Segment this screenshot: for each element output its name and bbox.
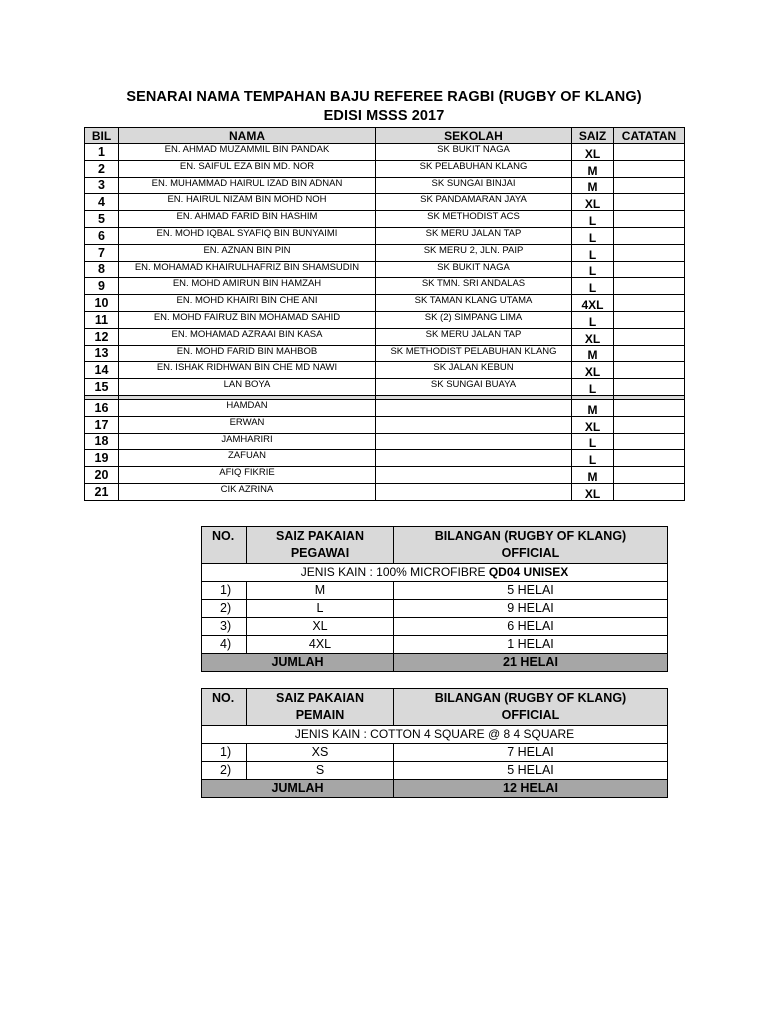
cell-saiz: S — [247, 762, 394, 780]
cell-bil: 6 — [85, 227, 119, 244]
summary-row — [202, 636, 668, 654]
cell-catatan — [614, 261, 685, 278]
cell-sekolah — [376, 433, 572, 450]
cell-catatan — [614, 227, 685, 244]
cell-saiz: L — [572, 261, 614, 278]
cell-nama: EN. MOHD FARID BIN MAHBOB — [119, 345, 376, 362]
table-row — [85, 211, 685, 228]
total-row — [202, 654, 668, 672]
table-row — [85, 399, 685, 416]
cell-sekolah: SK BUKIT NAGA — [376, 144, 572, 161]
cell-sekolah: SK METHODIST PELABUHAN KLANG — [376, 345, 572, 362]
cell-nama: EN. MOHAMAD AZRAAI BIN KASA — [119, 328, 376, 345]
summary-row — [202, 600, 668, 618]
cell-bil: 19 — [85, 450, 119, 467]
header-bil: BIL — [85, 128, 119, 144]
cell-sekolah: SK SUNGAI BINJAI — [376, 177, 572, 194]
cell-saiz: M — [572, 345, 614, 362]
cell-catatan — [614, 416, 685, 433]
cell-nama: AFIQ FIKRIE — [119, 467, 376, 484]
cell-sekolah — [376, 450, 572, 467]
header-bilangan-line1: BILANGAN (RUGBY OF KLANG) — [434, 691, 627, 705]
cell-saiz: M — [572, 399, 614, 416]
cell-nama: EN. MOHD FAIRUZ BIN MOHAMAD SAHID — [119, 311, 376, 328]
cell-catatan — [614, 211, 685, 228]
cell-sekolah: SK TMN. SRI ANDALAS — [376, 278, 572, 295]
cell-no: 1) — [202, 744, 247, 762]
cell-saiz: L — [247, 600, 394, 618]
cell-catatan — [614, 450, 685, 467]
header-no: NO. — [202, 689, 247, 726]
cell-sekolah — [376, 416, 572, 433]
cell-catatan — [614, 345, 685, 362]
header-bilangan-line2: OFFICIAL — [501, 546, 560, 560]
fabric-type-row — [202, 564, 668, 582]
cell-bil: 12 — [85, 328, 119, 345]
cell-nama: ERWAN — [119, 416, 376, 433]
cell-saiz: XL — [572, 328, 614, 345]
cell-nama: EN. HAIRUL NIZAM BIN MOHD NOH — [119, 194, 376, 211]
referee-list-table — [84, 127, 685, 501]
cell-bil: 7 — [85, 244, 119, 261]
cell-sekolah — [376, 467, 572, 484]
header-saiz-line2: PEGAWAI — [290, 546, 350, 560]
table-row — [85, 483, 685, 500]
cell-catatan — [614, 244, 685, 261]
fabric-type-row — [202, 726, 668, 744]
cell-nama: CIK AZRINA — [119, 483, 376, 500]
cell-bil: 21 — [85, 483, 119, 500]
header-catatan: CATATAN — [614, 128, 685, 144]
cell-no: 2) — [202, 600, 247, 618]
cell-bil: 2 — [85, 160, 119, 177]
cell-bilangan: 7 HELAI — [394, 744, 668, 762]
table-row — [85, 244, 685, 261]
cell-saiz: XL — [572, 194, 614, 211]
cell-nama: EN. MOHD IQBAL SYAFIQ BIN BUNYAIMI — [119, 227, 376, 244]
cell-saiz: XL — [247, 618, 394, 636]
cell-saiz: XL — [572, 416, 614, 433]
table-row — [85, 261, 685, 278]
total-label: JUMLAH — [202, 654, 394, 672]
table-row — [85, 433, 685, 450]
cell-sekolah: SK MERU JALAN TAP — [376, 227, 572, 244]
table-row — [85, 450, 685, 467]
header-saiz: SAIZ — [572, 128, 614, 144]
header-no: NO. — [202, 527, 247, 564]
cell-saiz: L — [572, 379, 614, 396]
document-title: SENARAI NAMA TEMPAHAN BAJU REFEREE RAGBI (RUGBY OF KLANG) — [126, 89, 642, 105]
fabric-type — [202, 564, 668, 582]
table-row — [85, 311, 685, 328]
header-saiz-line2: PEMAIN — [295, 708, 345, 722]
official-size-summary-table — [201, 526, 668, 672]
cell-bil: 18 — [85, 433, 119, 450]
cell-catatan — [614, 295, 685, 312]
cell-bil: 8 — [85, 261, 119, 278]
cell-saiz: L — [572, 433, 614, 450]
cell-bilangan: 5 HELAI — [394, 582, 668, 600]
header-sekolah: SEKOLAH — [376, 128, 572, 144]
cell-sekolah: SK METHODIST ACS — [376, 211, 572, 228]
total-label: JUMLAH — [202, 780, 394, 798]
cell-catatan — [614, 278, 685, 295]
fabric-type-code: QD04 UNISEX — [488, 565, 569, 579]
cell-catatan — [614, 362, 685, 379]
cell-catatan — [614, 379, 685, 396]
cell-sekolah: SK SUNGAI BUAYA — [376, 379, 572, 396]
table-row — [85, 194, 685, 211]
table-row — [85, 328, 685, 345]
cell-bil: 1 — [85, 144, 119, 161]
cell-catatan — [614, 483, 685, 500]
cell-catatan — [614, 433, 685, 450]
header-bilangan — [394, 689, 668, 726]
cell-catatan — [614, 194, 685, 211]
table-row — [85, 467, 685, 484]
summary-header-row — [202, 689, 668, 726]
cell-bil: 17 — [85, 416, 119, 433]
summary-header-row — [202, 527, 668, 564]
cell-no: 1) — [202, 582, 247, 600]
cell-sekolah: SK JALAN KEBUN — [376, 362, 572, 379]
header-nama: NAMA — [119, 128, 376, 144]
cell-catatan — [614, 467, 685, 484]
cell-sekolah — [376, 483, 572, 500]
cell-saiz: M — [572, 160, 614, 177]
cell-nama: EN. SAIFUL EZA BIN MD. NOR — [119, 160, 376, 177]
table-row — [85, 295, 685, 312]
fabric-type-text: JENIS KAIN : 100% MICROFIBRE — [300, 565, 489, 579]
cell-sekolah: SK PANDAMARAN JAYA — [376, 194, 572, 211]
cell-saiz: 4XL — [572, 295, 614, 312]
cell-nama: EN. ISHAK RIDHWAN BIN CHE MD NAWI — [119, 362, 376, 379]
cell-catatan — [614, 328, 685, 345]
cell-bil: 13 — [85, 345, 119, 362]
cell-nama: EN. AHMAD FARID BIN HASHIM — [119, 211, 376, 228]
cell-bil: 14 — [85, 362, 119, 379]
cell-nama: EN. MUHAMMAD HAIRUL IZAD BIN ADNAN — [119, 177, 376, 194]
cell-sekolah: SK PELABUHAN KLANG — [376, 160, 572, 177]
table-row — [85, 379, 685, 396]
cell-sekolah: SK TAMAN KLANG UTAMA — [376, 295, 572, 312]
cell-sekolah: SK MERU JALAN TAP — [376, 328, 572, 345]
cell-bil: 11 — [85, 311, 119, 328]
cell-nama: EN. AZNAN BIN PIN — [119, 244, 376, 261]
table-row — [85, 160, 685, 177]
cell-nama: LAN BOYA — [119, 379, 376, 396]
cell-sekolah — [376, 399, 572, 416]
summary-row — [202, 762, 668, 780]
cell-saiz: M — [247, 582, 394, 600]
player-size-summary-table — [201, 688, 668, 798]
header-saiz-pakaian — [247, 527, 394, 564]
cell-bilangan: 6 HELAI — [394, 618, 668, 636]
header-bilangan-line2: OFFICIAL — [501, 708, 560, 722]
document-subtitle: EDISI MSSS 2017 — [323, 108, 445, 124]
cell-bil: 20 — [85, 467, 119, 484]
cell-saiz: L — [572, 244, 614, 261]
cell-saiz: L — [572, 278, 614, 295]
cell-nama: EN. MOHD KHAIRI BIN CHE ANI — [119, 295, 376, 312]
cell-nama: EN. AHMAD MUZAMMIL BIN PANDAK — [119, 144, 376, 161]
cell-bil: 4 — [85, 194, 119, 211]
cell-saiz: XL — [572, 144, 614, 161]
cell-bil: 16 — [85, 399, 119, 416]
cell-no: 4) — [202, 636, 247, 654]
table-row — [85, 144, 685, 161]
table-row — [85, 416, 685, 433]
cell-saiz: L — [572, 311, 614, 328]
total-value: 21 HELAI — [394, 654, 668, 672]
summary-row — [202, 618, 668, 636]
cell-saiz: XS — [247, 744, 394, 762]
table-row — [85, 345, 685, 362]
header-saiz-pakaian — [247, 689, 394, 726]
cell-no: 2) — [202, 762, 247, 780]
cell-saiz: M — [572, 177, 614, 194]
cell-catatan — [614, 177, 685, 194]
table-row — [85, 278, 685, 295]
cell-catatan — [614, 160, 685, 177]
cell-sekolah: SK MERU 2, JLN. PAIP — [376, 244, 572, 261]
cell-bil: 10 — [85, 295, 119, 312]
cell-no: 3) — [202, 618, 247, 636]
cell-bilangan: 9 HELAI — [394, 600, 668, 618]
fabric-type: JENIS KAIN : COTTON 4 SQUARE @ 8 4 SQUARE — [202, 726, 668, 744]
table-row — [85, 227, 685, 244]
summary-row — [202, 582, 668, 600]
cell-bil: 3 — [85, 177, 119, 194]
cell-saiz: XL — [572, 483, 614, 500]
cell-nama: JAMHARIRI — [119, 433, 376, 450]
header-bilangan-line1: BILANGAN (RUGBY OF KLANG) — [434, 529, 627, 543]
table-header-row — [85, 128, 685, 144]
cell-bil: 9 — [85, 278, 119, 295]
cell-saiz: L — [572, 227, 614, 244]
cell-nama: EN. MOHD AMIRUN BIN HAMZAH — [119, 278, 376, 295]
cell-sekolah: SK (2) SIMPANG LIMA — [376, 311, 572, 328]
cell-nama: ZAFUAN — [119, 450, 376, 467]
cell-bilangan: 1 HELAI — [394, 636, 668, 654]
table-row — [85, 362, 685, 379]
total-row — [202, 780, 668, 798]
cell-saiz: XL — [572, 362, 614, 379]
summary-row — [202, 744, 668, 762]
cell-saiz: M — [572, 467, 614, 484]
cell-saiz: 4XL — [247, 636, 394, 654]
cell-bilangan: 5 HELAI — [394, 762, 668, 780]
cell-catatan — [614, 399, 685, 416]
cell-saiz: L — [572, 450, 614, 467]
cell-catatan — [614, 311, 685, 328]
cell-saiz: L — [572, 211, 614, 228]
table-row — [85, 177, 685, 194]
cell-bil: 5 — [85, 211, 119, 228]
cell-nama: HAMDAN — [119, 399, 376, 416]
header-bilangan — [394, 527, 668, 564]
header-saiz-line1: SAIZ PAKAIAN — [276, 529, 364, 543]
header-saiz-line1: SAIZ PAKAIAN — [276, 691, 364, 705]
cell-sekolah: SK BUKIT NAGA — [376, 261, 572, 278]
cell-bil: 15 — [85, 379, 119, 396]
cell-catatan — [614, 144, 685, 161]
cell-nama: EN. MOHAMAD KHAIRULHAFRIZ BIN SHAMSUDIN — [119, 261, 376, 278]
total-value: 12 HELAI — [394, 780, 668, 798]
